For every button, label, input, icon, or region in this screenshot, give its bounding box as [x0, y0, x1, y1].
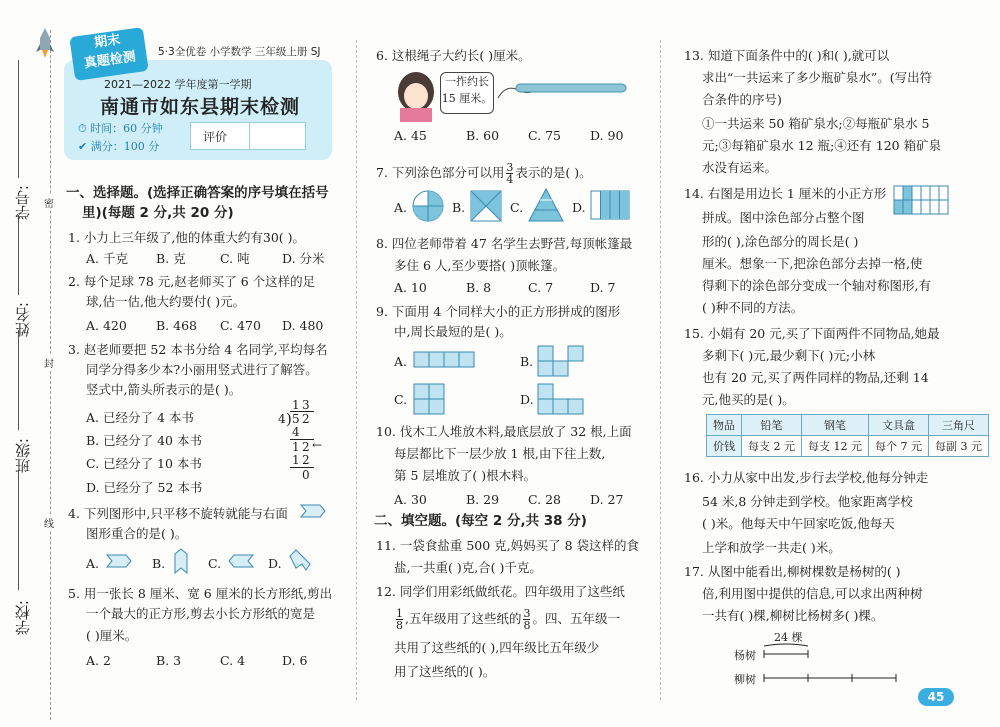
question-14-line-6: ( )种不同的方法。	[702, 300, 804, 315]
question-5-line-3: ( )厘米。	[86, 628, 138, 643]
school-year: 2021—2022 学年度第一学期	[104, 78, 252, 91]
q4-shape-d	[288, 548, 312, 572]
seal-mi: 密	[44, 195, 54, 210]
q1-option-b: B. 克	[156, 251, 186, 266]
q6-option-a: A. 45	[394, 128, 427, 143]
q7-option-c: C.	[510, 200, 524, 215]
price-table-row: 价钱 每支 2 元 每支 12 元 每个 7 元 每副 3 元	[707, 436, 989, 457]
question-15-line-4: 元,他买的是( )。	[702, 392, 795, 407]
school-label: 学校:	[14, 600, 32, 636]
fraction-1-8: $\frac{1}{8}$	[396, 607, 403, 632]
q4-option-b: B.	[152, 556, 166, 571]
q3-option-c: C. 已经分了 10 本书	[86, 456, 202, 471]
q5-option-c: C. 4	[220, 653, 246, 668]
q5-option-d: D. 6	[282, 653, 308, 668]
class-line	[18, 330, 19, 430]
q7-square-shape	[470, 190, 502, 222]
question-14-line-1: 14. 右图是用边长 1 厘米的小正方形	[684, 186, 887, 201]
question-10-line-3: 第 5 层堆放了( )根木料。	[394, 468, 537, 483]
q9-shape-a	[414, 352, 474, 368]
speech-bubble: 一拃约长 15 厘米。	[440, 72, 494, 114]
binding-strip	[0, 0, 62, 727]
section-1-heading: 一、选择题。(选择正确答案的序号填在括号	[66, 185, 329, 201]
section-1-heading-2: 里)(每题 2 分,共 20 分)	[82, 205, 234, 221]
seal-feng: 封	[44, 355, 54, 370]
question-17-line-1: 17. 从图中能看出,柳树棵数是杨树的( )	[684, 564, 901, 579]
question-6: 6. 这根绳子大约长( )厘米。	[376, 48, 531, 63]
q7-option-d: D.	[572, 200, 586, 215]
rope-image	[498, 80, 628, 104]
question-12-line-1: 12. 同学们用彩纸做纸花。四年级用了这些纸	[376, 584, 625, 599]
question-4-line-1: 4. 下列图形中,只平移不旋转就能与右面	[68, 506, 288, 521]
q2-option-c: C. 470	[220, 318, 261, 333]
q6-option-c: C. 75	[528, 128, 561, 143]
q4-shape-a	[106, 554, 132, 568]
question-8-line-2: 多住 6 人,至少要搭( )顶帐篷。	[394, 258, 566, 273]
question-5-line-1: 5. 用一张长 8 厘米、宽 6 厘米的长方形纸,剪出	[68, 586, 333, 601]
q7-option-b: B.	[452, 200, 466, 215]
question-2-line-2: 球,估一估,他大约要付( )元。	[86, 294, 246, 309]
question-13-line-6: 水没有运来。	[702, 160, 778, 175]
q8-option-a: A. 10	[394, 280, 427, 295]
q7-triangle-shape	[528, 188, 564, 222]
class-label: 班级:	[14, 438, 32, 474]
q4-option-d: D.	[268, 556, 282, 571]
question-12-line-4: 用了这些纸的( )。	[394, 664, 496, 679]
question-1: 1. 小力上三年级了,他的体重大约有30( )。	[68, 230, 306, 245]
question-13-line-5: 元;③每箱矿泉水 12 瓶;④还有 120 箱矿泉	[702, 138, 942, 153]
question-5-line-2: 一个最大的正方形,剪去小长方形纸的宽是	[86, 606, 315, 621]
q5-option-a: A. 2	[86, 653, 111, 668]
question-3-line-2: 同学分得多少本?小丽用竖式进行了解答。	[86, 362, 318, 377]
q4-option-a: A.	[86, 556, 100, 571]
question-16-line-4: 上学和放学一共走( )米。	[702, 540, 841, 555]
question-12-line-2: $\frac{1}{8}$ ,五年级用了这些纸的 $\frac{3}{8}$ 。四、五年级一	[396, 607, 620, 632]
question-13-line-3: 合条件的序号)	[702, 92, 782, 107]
question-12-line-3: 共用了这些纸的( ),四年级比五年级少	[394, 640, 600, 655]
column-divider-1	[356, 40, 357, 700]
name-label: 姓名:	[14, 302, 32, 338]
q7-circle-shape	[412, 190, 444, 222]
q9-option-a: A.	[394, 354, 408, 369]
tree-count-label: 24 棵	[774, 631, 803, 644]
question-10-line-2: 每层都比下一层少放 1 根,由下往上数,	[394, 446, 606, 461]
question-14-line-4: 厘米。想象一下,把涂色部分去掉一格,使	[702, 256, 923, 271]
question-3-line-1: 3. 赵老师要把 52 本书分给 4 名同学,平均每名	[68, 342, 328, 357]
question-15-line-3: 也有 20 元,买了两件同样的物品,还剩 14	[702, 370, 929, 385]
id-line	[18, 60, 19, 178]
check-icon: ✔	[78, 140, 91, 153]
q2-option-a: A. 420	[86, 318, 127, 333]
question-13-line-2: 求出“一共运来了多少瓶矿泉水”。(写出符	[702, 70, 933, 85]
question-4-line-2: 图形重合的是( )。	[86, 526, 188, 541]
fraction-3-8: $\frac{3}{8}$	[523, 607, 531, 632]
q2-option-b: B. 468	[156, 318, 197, 333]
exam-badge: 期末 真题检测	[69, 27, 148, 81]
question-16-line-1: 16. 小力从家中出发,步行去学校,他每分钟走	[684, 470, 929, 485]
question-8-line-1: 8. 四位老师带着 47 名学生去野营,每顶帐篷最	[376, 236, 633, 251]
q8-option-b: B. 8	[466, 280, 492, 295]
question-11-line-1: 11. 一袋食盐重 500 克,妈妈买了 8 袋这样的食	[376, 538, 640, 553]
q7-rectangle-shape	[590, 190, 630, 220]
section-2-heading: 二、填空题。(每空 2 分,共 38 分)	[374, 513, 587, 529]
q9-shape-c	[414, 384, 446, 416]
poplar-label: 杨树	[734, 649, 756, 662]
tree-line-diagram	[762, 640, 902, 686]
score-info: ✔ 满分：100 分	[78, 140, 160, 153]
q9-option-d: D.	[520, 392, 534, 407]
question-13-line-1: 13. 知道下面条件中的( )和( ),就可以	[684, 48, 890, 63]
rocket-icon	[36, 28, 54, 58]
q3-option-d: D. 已经分了 52 本书	[86, 480, 203, 495]
q10-option-d: D. 27	[590, 492, 624, 507]
q6-option-d: D. 90	[590, 128, 624, 143]
q10-option-a: A. 30	[394, 492, 427, 507]
long-division: 1 3 4 ) 5 2 4 1 2 ← 1 2 0	[278, 398, 323, 482]
evaluation-box: 评价	[190, 122, 306, 150]
q2-option-d: D. 480	[282, 318, 324, 333]
exam-title: 南通市如东县期末检测	[100, 96, 301, 118]
question-14-line-2: 拼成。图中涂色部分占整个图	[702, 210, 865, 225]
series-title: 5·3全优卷 小学数学 三年级上册 SJ	[158, 46, 321, 58]
q4-reference-shape	[300, 504, 326, 518]
name-line	[18, 215, 19, 295]
q4-option-c: C.	[208, 556, 222, 571]
q5-option-b: B. 3	[156, 653, 182, 668]
fraction-3-4: $\frac{3}{4}$	[506, 161, 514, 186]
question-9-line-2: 中,周长最短的是( )。	[394, 324, 512, 339]
question-14-line-5: 得剩下的涂色部分变成一个轴对称图形,有	[702, 278, 931, 293]
q9-option-b: B.	[520, 354, 534, 369]
clock-icon: ⏱	[78, 122, 91, 135]
q14-grid-figure	[894, 186, 948, 214]
question-17-line-2: 倍,利用图中提供的信息,可以求出两种树	[702, 586, 923, 601]
question-13-line-4: ①一共运来 50 箱矿泉水;②每瓶矿泉水 5	[702, 116, 930, 131]
binding-dash-line	[50, 30, 51, 720]
q4-shape-c	[228, 554, 254, 568]
question-2-line-1: 2. 每个足球 78 元,赵老师买了 6 个这样的足	[68, 274, 316, 289]
school-line	[18, 470, 19, 590]
question-15-line-2: 多剩下( )元,最少剩下( )元;小林	[702, 348, 876, 363]
q1-option-d: D. 分米	[282, 251, 325, 266]
q9-shape-d	[538, 384, 584, 416]
question-9-line-1: 9. 下面用 4 个同样大小的正方形拼成的图形	[376, 304, 621, 319]
q9-option-c: C.	[394, 392, 408, 407]
question-10-line-1: 10. 伐木工人堆放木料,最底层放了 32 根,上面	[376, 424, 632, 439]
page-number: 45	[918, 688, 954, 706]
q3-option-a: A. 已经分了 4 本书	[86, 410, 194, 425]
girl-illustration	[394, 68, 438, 122]
willow-label: 柳树	[734, 673, 756, 686]
q10-option-c: C. 28	[528, 492, 561, 507]
price-table	[706, 414, 989, 457]
question-15-line-1: 15. 小娟有 20 元,买了下面两件不同物品,她最	[684, 326, 940, 341]
arrow-icon: ←	[312, 438, 323, 452]
question-16-line-3: ( )米。他每天中午回家吃饭,他每天	[702, 516, 895, 531]
q8-option-d: D. 7	[590, 280, 616, 295]
q6-option-b: B. 60	[466, 128, 500, 143]
q1-option-a: A. 千克	[86, 251, 128, 266]
question-11-line-2: 盐,一共重( )克,合( )千克。	[394, 560, 542, 575]
q4-shape-b	[174, 548, 188, 574]
q9-shape-b	[538, 346, 584, 378]
column-divider-2	[660, 40, 661, 700]
id-label: 学号:	[14, 185, 32, 221]
q10-option-b: B. 29	[466, 492, 500, 507]
q8-option-c: C. 7	[528, 280, 554, 295]
q7-option-a: A.	[394, 200, 408, 215]
question-7: 7. 下列涂色部分可以用 $\frac{3}{4}$ 表示的是( )。	[376, 161, 592, 186]
q1-option-c: C. 吨	[220, 251, 250, 266]
q3-option-b: B. 已经分了 40 本书	[86, 433, 202, 448]
question-16-line-2: 54 米,8 分钟走到学校。他家距离学校	[702, 494, 913, 509]
seal-xian: 线	[44, 515, 54, 530]
question-14-line-3: 形的( ),涂色部分的周长是( )	[702, 234, 859, 249]
time-info: ⏱ 时间：60 分钟	[78, 122, 163, 135]
question-17-line-3: 一共有( )棵,柳树比杨树多( )棵。	[702, 608, 884, 623]
price-table-header-row: 物品 铅笔 钢笔 文具盒 三角尺	[707, 415, 989, 436]
question-3-line-3: 竖式中,箭头所表示的是( )。	[86, 382, 242, 397]
